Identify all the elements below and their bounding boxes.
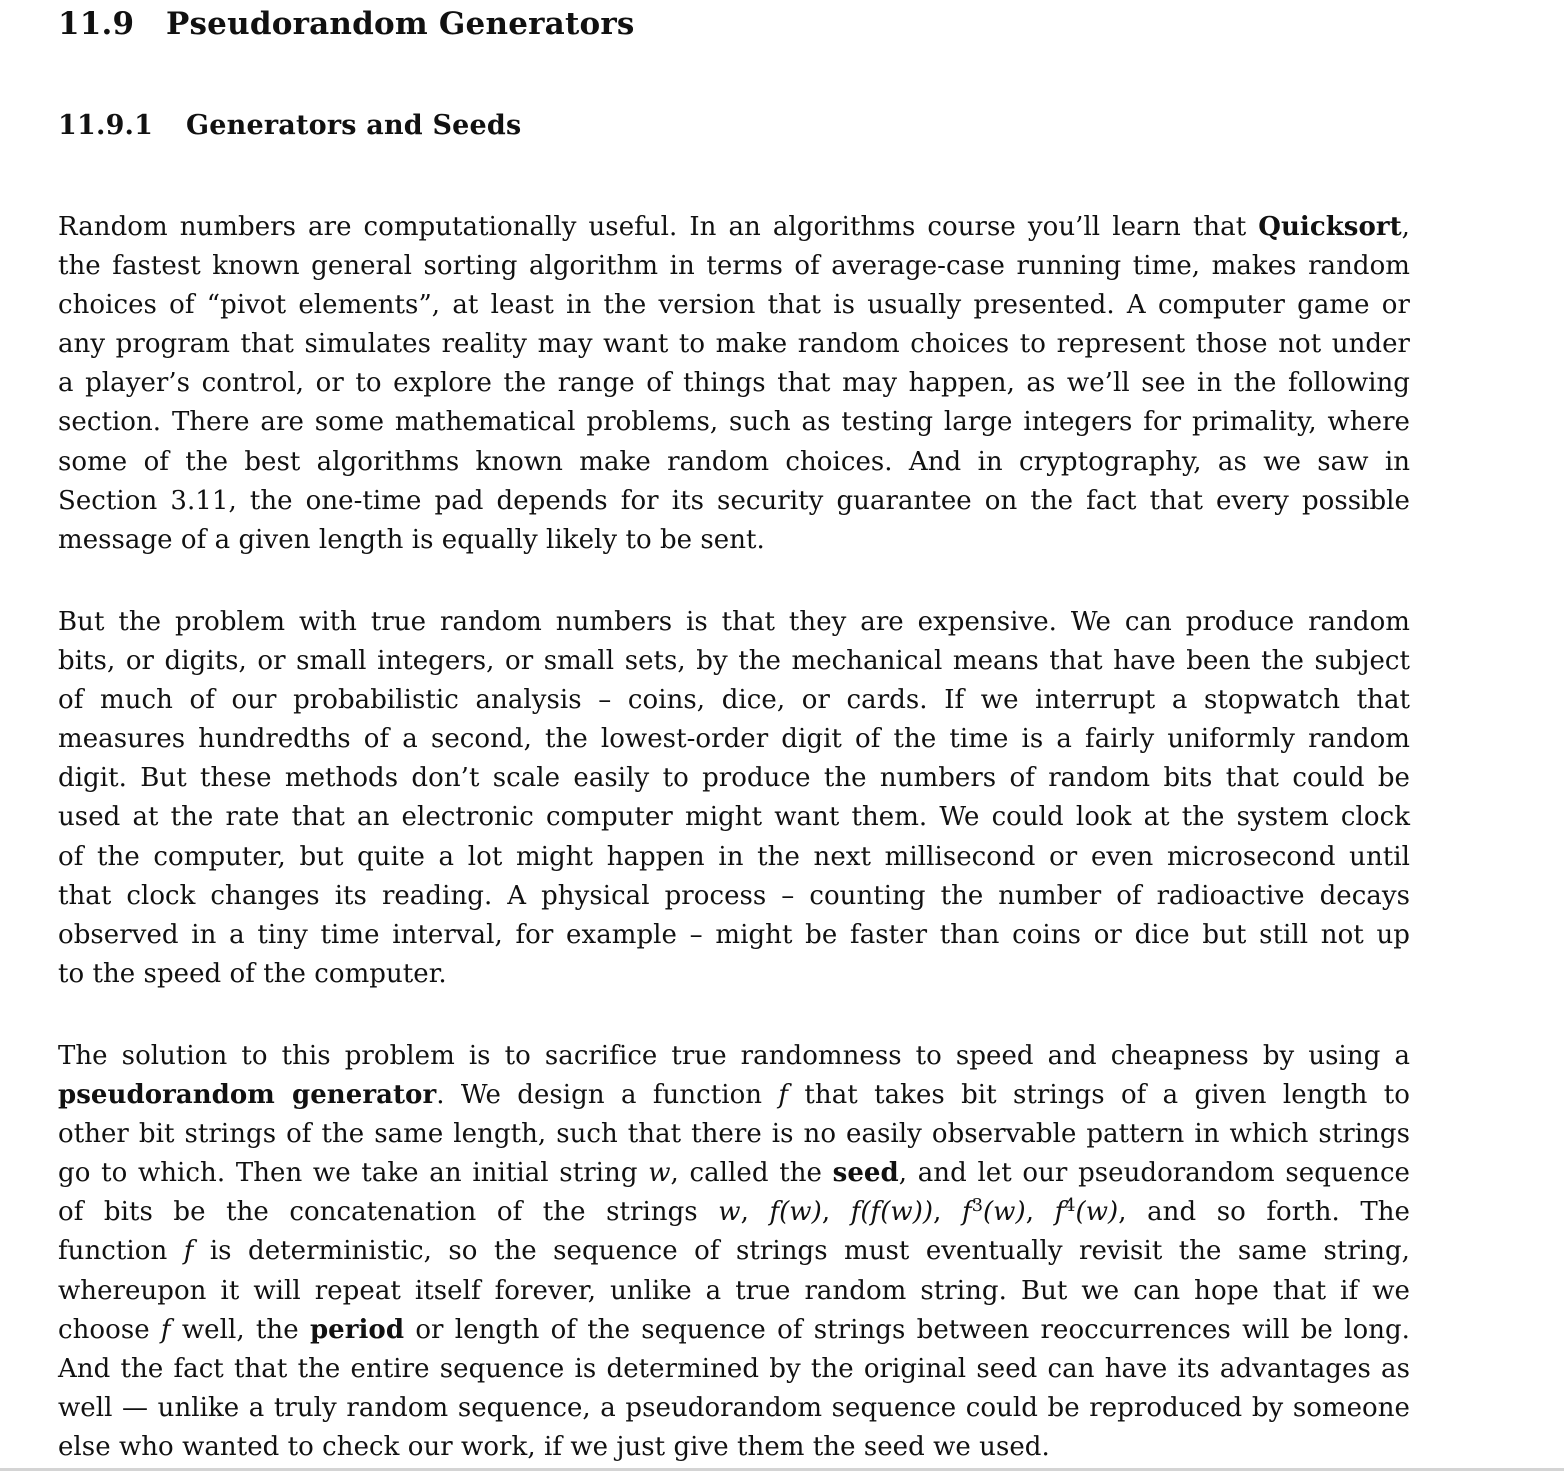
line: observed in a tiny time interval, for example – might be faster than coins or dice but still not up [58,919,1410,950]
line [58,1311,1410,1350]
text: go to which. Then we take an initial string [58,1158,649,1189]
line: of the computer, but quite a lot might happen in the next millisecond or even microsecond until [58,841,1410,872]
text: , [1025,1197,1055,1228]
line: message of a given length is equally likely to be sent. [58,524,765,555]
line: of much of our probabilistic analysis – coins, dice, or cards. If we interrupt a stopwatch that [58,685,1410,716]
text: function [58,1236,184,1267]
section-number: 11.9 [58,6,135,42]
text: , called the [670,1158,833,1189]
line [58,208,1410,247]
line: bits, or digits, or small integers, or small sets, by the mechanical means that have been the subject [58,646,1410,677]
text: or length of the sequence of strings between reoccurrences will be long. [404,1314,1410,1345]
math-f-of-w: f(w) [769,1197,822,1228]
line: other bit strings of the same length, such that there is no easily observable pattern in which strings [58,1119,1410,1150]
text: , [821,1197,851,1228]
text: . We design a function [436,1080,779,1111]
math-arg-w: (w) [1075,1197,1119,1228]
math-exponent: 3 [971,1196,983,1217]
text: , [1401,212,1410,242]
math-w: w [718,1197,741,1228]
math-w: w [648,1158,671,1189]
line: a player’s control, or to explore the range of things that may happen, as we’ll see in the following [58,368,1410,399]
math-f: f [962,1197,972,1228]
line [58,1193,1410,1232]
line: well — unlike a truly random sequence, a pseudorandom sequence could be reproduced by someone [58,1392,1410,1423]
bold-term-seed: seed [832,1158,899,1189]
line: the fastest known general sorting algorithm in terms of average-case running time, makes random [58,251,1410,282]
line [58,1232,1410,1271]
bold-term-period: period [309,1314,405,1345]
line: used at the rate that an electronic computer might want them. We could look at the system clock [58,802,1410,833]
section-heading [58,4,635,44]
subsection-heading [58,106,521,146]
line: choices of “pivot elements”, at least in the version that is usually presented. A computer game or [58,290,1410,321]
subsection-title: Generators and Seeds [186,110,522,141]
page-bottom-edge [0,1468,1564,1471]
line: section. There are some mathematical problems, such as testing large integers for primality, where [58,407,1410,438]
bold-term-quicksort: Quicksort [1258,212,1402,242]
line: whereupon it will repeat itself forever, unlike a true random string. But we can hope that if we [58,1275,1410,1306]
paragraph-3 [58,1037,1410,1467]
line [58,1076,1410,1115]
line [58,1154,1410,1193]
math-f: f [160,1314,171,1345]
line: measures hundredths of a second, the lowest-order digit of the time is a fairly uniformly random [58,724,1410,755]
text: well, the [170,1314,310,1345]
section-title: Pseudorandom Generators [166,6,635,42]
paragraph-1 [58,208,1410,560]
math-f: f [778,1080,789,1111]
text: of bits be the concatenation of the strings [58,1197,719,1228]
text: , [933,1197,962,1228]
text: , and let our pseudorandom sequence [898,1158,1410,1189]
bold-term-pseudorandom-generator: pseudorandom generator [58,1080,437,1111]
text: that takes bit strings of a given length to [788,1080,1410,1111]
line: that clock changes its reading. A physical process – counting the number of radioactive decays [58,880,1410,911]
math-f: f [183,1236,194,1267]
line: any program that simulates reality may want to make random choices to represent those not under [58,329,1410,360]
line: some of the best algorithms known make random choices. And in cryptography, as we saw in [58,446,1410,477]
text: choose [58,1314,161,1345]
math-exponent: 4 [1064,1196,1076,1217]
text: is deterministic, so the sequence of strings must eventually revisit the same string, [193,1236,1410,1267]
line: digit. But these methods don’t scale easily to produce the numbers of random bits that could be [58,763,1410,794]
text: , and so forth. The [1118,1197,1410,1228]
line: to the speed of the computer. [58,958,447,989]
math-f: f [1054,1197,1065,1228]
paragraph-2 [58,603,1410,994]
line: Section 3.11, the one-time pad depends for its security guarantee on the fact that every possible [58,485,1410,516]
line: else who wanted to check our work, if we just give them the seed we used. [58,1431,1050,1462]
math-f-of-f-of-w: f(f(w)) [850,1197,934,1228]
text: , [740,1197,770,1228]
subsection-number: 11.9.1 [58,110,154,141]
text: Random numbers are computationally useful. In an algorithms course you’ll learn that [58,212,1259,242]
line: But the problem with true random numbers is that they are expensive. We can produce random [58,607,1410,637]
math-arg-w: (w) [982,1197,1026,1228]
line: And the fact that the entire sequence is determined by the original seed can have its advantages as [58,1353,1410,1384]
line: The solution to this problem is to sacrifice true randomness to speed and cheapness by using a [58,1041,1410,1071]
